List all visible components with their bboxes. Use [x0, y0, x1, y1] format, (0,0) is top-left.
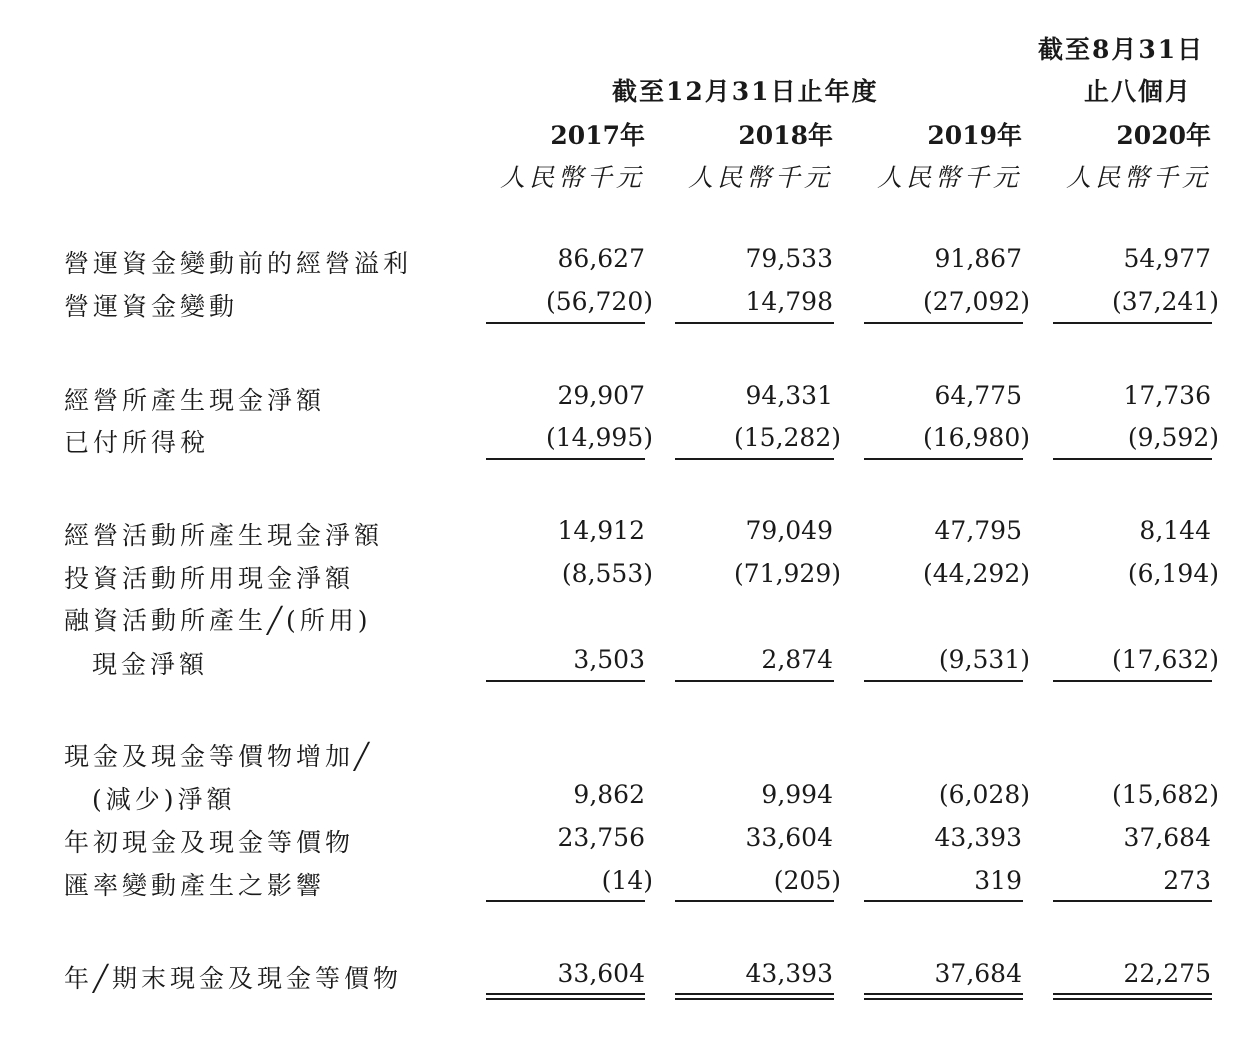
row-value: 2,874	[761, 645, 833, 674]
row-label: 融資活動所產生╱(所用)	[64, 606, 372, 635]
row-value: (27,092)	[923, 287, 1030, 316]
row-value: 91,867	[934, 244, 1022, 273]
row-value: (15,682)	[1112, 780, 1219, 809]
row-label: 營運資金變動前的經營溢利	[64, 249, 413, 278]
row-value: (56,720)	[546, 287, 653, 316]
subtotal-rule	[864, 680, 1023, 682]
subtotal-rule	[486, 900, 645, 902]
unit-label-2020: 人民幣千元	[1065, 163, 1211, 192]
subtotal-rule	[675, 458, 834, 460]
unit-label-2019: 人民幣千元	[876, 163, 1022, 192]
row-label: 經營所產生現金淨額	[64, 386, 326, 415]
row-value: 43,393	[745, 959, 833, 988]
subtotal-rule	[675, 322, 834, 324]
unit-label-2018: 人民幣千元	[687, 163, 833, 192]
subtotal-rule	[486, 680, 645, 682]
row-value: (9,531)	[938, 645, 1030, 674]
row-label: 年╱期末現金及現金等價物	[64, 964, 403, 993]
period-8m-heading-line2: 止八個月	[1084, 77, 1193, 106]
row-value: 33,604	[745, 823, 833, 852]
row-label: 現金及現金等價物增加╱	[64, 742, 374, 771]
row-label: 已付所得稅	[64, 428, 210, 457]
total-double-rule	[675, 993, 834, 1000]
row-value: 319	[974, 866, 1022, 895]
row-value: 94,331	[745, 381, 833, 410]
row-value: 9,862	[573, 780, 645, 809]
year-header-2019: 2019年	[927, 121, 1022, 150]
row-value: 37,684	[934, 959, 1022, 988]
row-value: 17,736	[1123, 381, 1211, 410]
row-value: (16,980)	[923, 423, 1030, 452]
subtotal-rule	[864, 900, 1023, 902]
year-header-2020: 2020年	[1116, 121, 1211, 150]
subtotal-rule	[1053, 900, 1212, 902]
row-value: 273	[1163, 866, 1211, 895]
row-value: 33,604	[557, 959, 645, 988]
row-value: (14,995)	[546, 423, 653, 452]
subtotal-rule	[675, 680, 834, 682]
row-value: (17,632)	[1112, 645, 1219, 674]
row-label: 營運資金變動	[64, 292, 239, 321]
row-value: 14,798	[745, 287, 833, 316]
row-label: 投資活動所用現金淨額	[64, 564, 355, 593]
row-value: (15,282)	[734, 423, 841, 452]
subtotal-rule	[1053, 458, 1212, 460]
row-value: 47,795	[934, 516, 1022, 545]
period-12m-heading: 截至12月31日止年度	[612, 77, 879, 106]
row-value: (14)	[601, 866, 653, 895]
row-label: 年初現金及現金等價物	[64, 828, 355, 857]
row-value: 29,907	[557, 381, 645, 410]
row-value: (71,929)	[734, 559, 841, 588]
row-value: 37,684	[1123, 823, 1211, 852]
row-value: 43,393	[934, 823, 1022, 852]
row-value: (6,028)	[938, 780, 1030, 809]
subtotal-rule	[486, 458, 645, 460]
row-value: 23,756	[557, 823, 645, 852]
subtotal-rule	[864, 322, 1023, 324]
year-header-2017: 2017年	[550, 121, 645, 150]
row-value: 86,627	[557, 244, 645, 273]
subtotal-rule	[486, 322, 645, 324]
row-value: 54,977	[1123, 244, 1211, 273]
row-label: 匯率變動產生之影響	[64, 871, 326, 900]
row-value: (9,592)	[1127, 423, 1219, 452]
row-value: 3,503	[573, 645, 645, 674]
row-label-continued: (減少)淨額	[92, 785, 236, 814]
row-value: 22,275	[1123, 959, 1211, 988]
row-label: 經營活動所產生現金淨額	[64, 521, 384, 550]
total-double-rule	[486, 993, 645, 1000]
row-value: 8,144	[1139, 516, 1211, 545]
subtotal-rule	[864, 458, 1023, 460]
period-8m-heading-line1: 截至8月31日	[1038, 35, 1205, 64]
total-double-rule	[864, 993, 1023, 1000]
row-value: 79,049	[745, 516, 833, 545]
row-value: 79,533	[745, 244, 833, 273]
row-value: 64,775	[934, 381, 1022, 410]
unit-label-2017: 人民幣千元	[499, 163, 645, 192]
row-value: 14,912	[557, 516, 645, 545]
row-value: (37,241)	[1112, 287, 1219, 316]
row-value: 9,994	[761, 780, 833, 809]
subtotal-rule	[1053, 322, 1212, 324]
year-header-2018: 2018年	[738, 121, 833, 150]
row-value: (8,553)	[561, 559, 653, 588]
subtotal-rule	[1053, 680, 1212, 682]
row-value: (44,292)	[923, 559, 1030, 588]
total-double-rule	[1053, 993, 1212, 1000]
row-value: (6,194)	[1127, 559, 1219, 588]
subtotal-rule	[675, 900, 834, 902]
row-value: (205)	[773, 866, 841, 895]
row-label-continued: 現金淨額	[92, 650, 209, 679]
